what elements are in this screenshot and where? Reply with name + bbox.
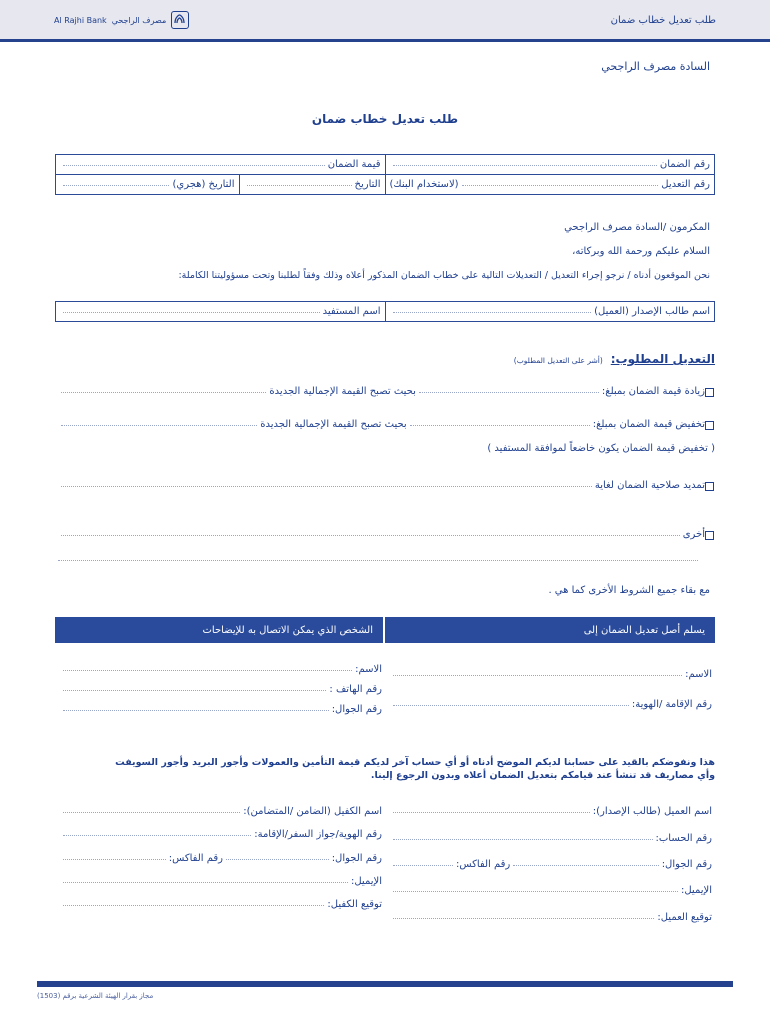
extend-checkbox[interactable] — [705, 482, 714, 491]
extend-date-field[interactable] — [61, 486, 592, 487]
guarantor-email-label: الإيميل: — [350, 876, 382, 887]
authorization-line1: هذا ونفوضكم بالقيد على حسابنا لديكم الموضح أدناه أو أي حساب آخر لديكم قيمة التأمين والعمولات وأجور البريد وأجور السويفت — [115, 757, 715, 768]
guarantor-email-row — [60, 876, 382, 887]
contact-phone-field[interactable] — [63, 690, 326, 691]
increase-new-total-field[interactable] — [61, 392, 266, 393]
bank-name-ar: مصرف الراجحي — [111, 15, 167, 25]
date-hijri-label: التاريخ (هجري) — [172, 179, 235, 190]
customer-mobile-field[interactable] — [513, 865, 658, 866]
bank-name-en: Al Rajhi Bank — [54, 15, 107, 25]
customer-email-row — [390, 885, 712, 896]
greeting-peace: السلام عليكم ورحمة الله وبركاته، — [572, 246, 710, 257]
customer-account-row — [390, 833, 712, 844]
date-hijri-field[interactable] — [63, 185, 169, 186]
decrease-label: تخفيض قيمة الضمان بمبلغ: — [592, 419, 705, 430]
customer-account-field[interactable] — [393, 839, 653, 840]
increase-amount-field[interactable] — [419, 392, 599, 393]
bank-logo — [54, 11, 189, 29]
contact-name-field[interactable] — [63, 670, 352, 671]
extend-label: تمديد صلاحية الضمان لغاية — [594, 480, 705, 491]
delivery-id-row — [390, 699, 712, 710]
contact-phone-row — [60, 684, 382, 695]
contact-phone-label: رقم الهاتف : — [329, 684, 382, 695]
footer-bar — [37, 981, 733, 987]
page-title: طلب تعديل خطاب ضمان — [311, 112, 459, 126]
customer-fax-label: رقم الفاكس: — [456, 859, 511, 870]
guarantor-mobile-row — [60, 853, 382, 864]
bank-use-label: (لاستخدام البنك) — [389, 179, 459, 190]
customer-fax-field[interactable] — [393, 865, 453, 866]
decrease-new-total-label: بحيث تصبح القيمة الإجمالية الجديدة — [260, 419, 407, 430]
addressee: السادة مصرف الراجحي — [601, 60, 710, 73]
customer-mobile-label: رقم الجوال: — [661, 859, 712, 870]
salutation: المكرمون /السادة مصرف الراجحي — [564, 222, 710, 233]
increase-checkbox[interactable] — [705, 388, 714, 397]
amendment-number-field[interactable] — [462, 185, 659, 186]
bank-logo-icon — [171, 11, 189, 29]
guarantor-id-row — [60, 829, 382, 840]
customer-signature-field[interactable] — [393, 918, 654, 919]
decrease-checkbox[interactable] — [705, 421, 714, 430]
authorization-text — [55, 756, 715, 782]
beneficiary-label: اسم المستفيد — [322, 306, 381, 317]
extend-row — [58, 480, 714, 491]
customer-email-field[interactable] — [393, 891, 678, 892]
decrease-note: ( تخفيض قيمة الضمان يكون خاضعاً لموافقة المستفيد ) — [487, 443, 715, 454]
customer-account-label: رقم الحساب: — [655, 833, 712, 844]
guarantor-fax-field[interactable] — [63, 859, 166, 860]
guarantee-value-label: قيمة الضمان — [327, 159, 381, 170]
beneficiary-field[interactable] — [63, 312, 320, 313]
remaining-conditions: مع بقاء جميع الشروط الأخرى كما هي . — [548, 585, 710, 596]
contact-mobile-field[interactable] — [63, 710, 329, 711]
authorization-line2: وأي مصاريف قد تنشأ عند قيامكم بتعديل الضمان أعلاه وبدون الرجوع إلينا. — [370, 770, 715, 781]
other-row — [58, 529, 714, 540]
other-field-line2[interactable] — [58, 560, 698, 561]
contact-name-row — [60, 664, 382, 675]
contact-mobile-label: رقم الجوال: — [331, 704, 382, 715]
guarantor-id-field[interactable] — [63, 835, 251, 836]
customer-signature-label: توقيع العميل: — [657, 912, 712, 923]
other-label: أخرى — [682, 529, 705, 540]
guarantor-fax-label: رقم الفاكس: — [168, 853, 223, 864]
other-checkbox[interactable] — [705, 531, 714, 540]
amendment-heading: التعديل المطلوب: — [610, 352, 715, 366]
contact-header: الشخص الذي يمكن الاتصال به للإيضاحات — [55, 617, 383, 643]
increase-row — [58, 386, 714, 397]
footer-approval: مجاز بقرار الهيئة الشرعية برقم (1503) — [37, 992, 154, 1000]
applicant-field[interactable] — [393, 312, 592, 313]
date-label: التاريخ — [354, 179, 381, 190]
customer-name-row — [390, 806, 712, 817]
guarantee-value-field[interactable] — [63, 165, 325, 166]
guarantor-mobile-field[interactable] — [226, 859, 329, 860]
delivery-name-label: الاسم: — [685, 669, 712, 680]
customer-email-label: الإيميل: — [680, 885, 712, 896]
increase-new-total-label: بحيث تصبح القيمة الإجمالية الجديدة — [269, 386, 416, 397]
guarantor-signature-row — [60, 899, 382, 910]
guarantor-name-row — [60, 806, 382, 817]
increase-label: زيادة قيمة الضمان بمبلغ: — [601, 386, 705, 397]
parties-table — [55, 301, 715, 322]
applicant-label: اسم طالب الإصدار (العميل) — [594, 306, 710, 317]
delivery-name-row — [390, 669, 712, 680]
contact-name-label: الاسم: — [355, 664, 382, 675]
guarantee-info-table — [55, 154, 715, 195]
customer-name-label: اسم العميل (طالب الإصدار): — [592, 806, 712, 817]
guarantor-signature-field[interactable] — [63, 905, 324, 906]
guarantor-id-label: رقم الهوية/جواز السفر/الإقامة: — [254, 829, 382, 840]
delivery-id-field[interactable] — [393, 705, 629, 706]
customer-mobile-row — [390, 859, 712, 870]
amendment-note: (أشر على التعديل المطلوب) — [513, 356, 603, 365]
header-doc-title: طلب تعديل خطاب ضمان — [610, 15, 716, 26]
contact-mobile-row — [60, 704, 382, 715]
customer-signature-row — [390, 912, 712, 923]
customer-name-field[interactable] — [393, 812, 590, 813]
other-field[interactable] — [61, 535, 680, 536]
guarantor-name-label: اسم الكفيل (الضامن /المتضامن): — [243, 806, 382, 817]
guarantee-number-label: رقم الضمان — [659, 159, 710, 170]
date-field[interactable] — [247, 185, 352, 186]
amendment-heading-row — [514, 352, 715, 366]
guarantor-mobile-label: رقم الجوال: — [331, 853, 382, 864]
delivery-name-field[interactable] — [393, 675, 682, 676]
guarantor-signature-label: توقيع الكفيل: — [327, 899, 382, 910]
delivery-header: يسلم أصل تعديل الضمان إلى — [385, 617, 715, 643]
guarantor-name-field[interactable] — [63, 812, 240, 813]
amendment-number-label: رقم التعديل — [661, 179, 710, 190]
guarantor-email-field[interactable] — [63, 882, 348, 883]
delivery-id-label: رقم الإقامة /الهوية: — [631, 699, 712, 710]
decrease-row — [58, 419, 714, 430]
decrease-new-total-field[interactable] — [61, 425, 257, 426]
guarantee-number-field[interactable] — [393, 165, 657, 166]
greeting-body: نحن الموقعون أدناه / نرجو إجراء التعديل / التعديلات التالية على خطاب الضمان المذكور أعلاه وذلك وفقاً لطلبنا وتحت مسؤوليتنا الكاملة: — [178, 270, 710, 281]
decrease-amount-field[interactable] — [410, 425, 590, 426]
